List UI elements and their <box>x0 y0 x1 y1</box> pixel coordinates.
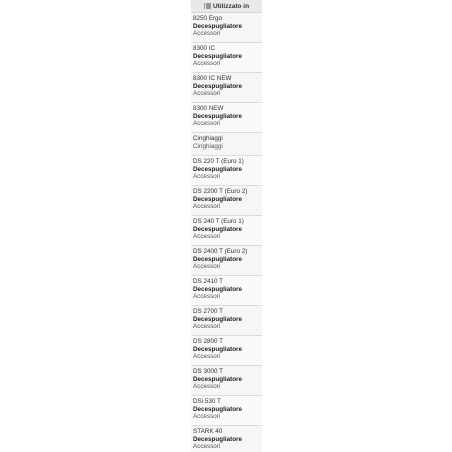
item-name: 8250 Ergo <box>193 15 223 22</box>
list-item[interactable] <box>191 276 262 306</box>
used-in-title: Utilizzato in <box>212 2 250 10</box>
list-item[interactable] <box>191 336 262 366</box>
item-category: Decespugliatore <box>193 255 242 263</box>
item-name: DS 3000 T <box>193 368 223 375</box>
item-category: Decespugliatore <box>193 195 242 203</box>
item-subcategory: Accessori <box>193 413 221 421</box>
item-name: DS 2800 T <box>193 338 223 345</box>
item-subcategory: Accessori <box>193 173 221 181</box>
list-item[interactable] <box>191 426 262 452</box>
item-subcategory: Cinghiaggi <box>193 142 223 150</box>
item-name: 8300 IC <box>193 45 216 52</box>
list-item[interactable] <box>191 103 262 133</box>
item-name: DS 220 T (Euro 1) <box>193 158 244 165</box>
item-subcategory: Accessori <box>193 443 221 451</box>
item-subcategory: Accessori <box>193 293 221 301</box>
list-item[interactable] <box>191 186 262 216</box>
item-subcategory: Accessori <box>193 203 221 211</box>
item-category: Decespugliatore <box>193 165 242 173</box>
list-icon <box>204 3 211 9</box>
list-item[interactable] <box>191 13 262 43</box>
list-item[interactable] <box>191 216 262 246</box>
item-subcategory: Accessori <box>193 120 221 128</box>
item-subcategory: Accessori <box>193 383 221 391</box>
item-name: 8300 NEW <box>193 105 224 112</box>
item-name: DS 2200 T (Euro 2) <box>193 188 248 195</box>
item-category: Decespugliatore <box>193 315 242 323</box>
item-subcategory: Accessori <box>193 263 221 271</box>
list-item[interactable] <box>191 43 262 73</box>
list-item[interactable] <box>191 366 262 396</box>
item-category: Decespugliatore <box>193 22 242 30</box>
item-name: STARK 40 <box>193 428 223 435</box>
item-category: Decespugliatore <box>193 52 242 60</box>
item-category: Decespugliatore <box>193 375 242 383</box>
item-subcategory: Accessori <box>193 353 221 361</box>
used-in-header[interactable] <box>191 0 262 13</box>
list-item[interactable] <box>191 133 262 156</box>
item-subcategory: Accessori <box>193 60 221 68</box>
item-subcategory: Accessori <box>193 323 221 331</box>
list-item[interactable] <box>191 156 262 186</box>
item-name: DS 2410 T <box>193 278 223 285</box>
list-item[interactable] <box>191 396 262 426</box>
item-name: DS 2700 T <box>193 308 223 315</box>
item-category: Decespugliatore <box>193 225 242 233</box>
used-in-panel <box>191 0 262 452</box>
item-name: 8300 IC NEW <box>193 75 232 82</box>
item-subcategory: Accessori <box>193 30 221 38</box>
list-item[interactable] <box>191 306 262 336</box>
list-item[interactable] <box>191 73 262 103</box>
item-subcategory: Accessori <box>193 233 221 241</box>
item-category: Decespugliatore <box>193 345 242 353</box>
item-name: DS 240 T (Euro 1) <box>193 218 244 225</box>
item-category: Decespugliatore <box>193 405 242 413</box>
item-category: Decespugliatore <box>193 112 242 120</box>
list-item[interactable] <box>191 246 262 276</box>
item-name: Cinghiaggi <box>193 135 223 142</box>
item-name: DS 2400 T (Euro 2) <box>193 248 248 255</box>
item-category: Decespugliatore <box>193 285 242 293</box>
item-category: Decespugliatore <box>193 82 242 90</box>
item-subcategory: Accessori <box>193 90 221 98</box>
item-category: Decespugliatore <box>193 435 242 443</box>
used-in-list <box>191 13 262 452</box>
item-name: DSi 530 T <box>193 398 221 405</box>
